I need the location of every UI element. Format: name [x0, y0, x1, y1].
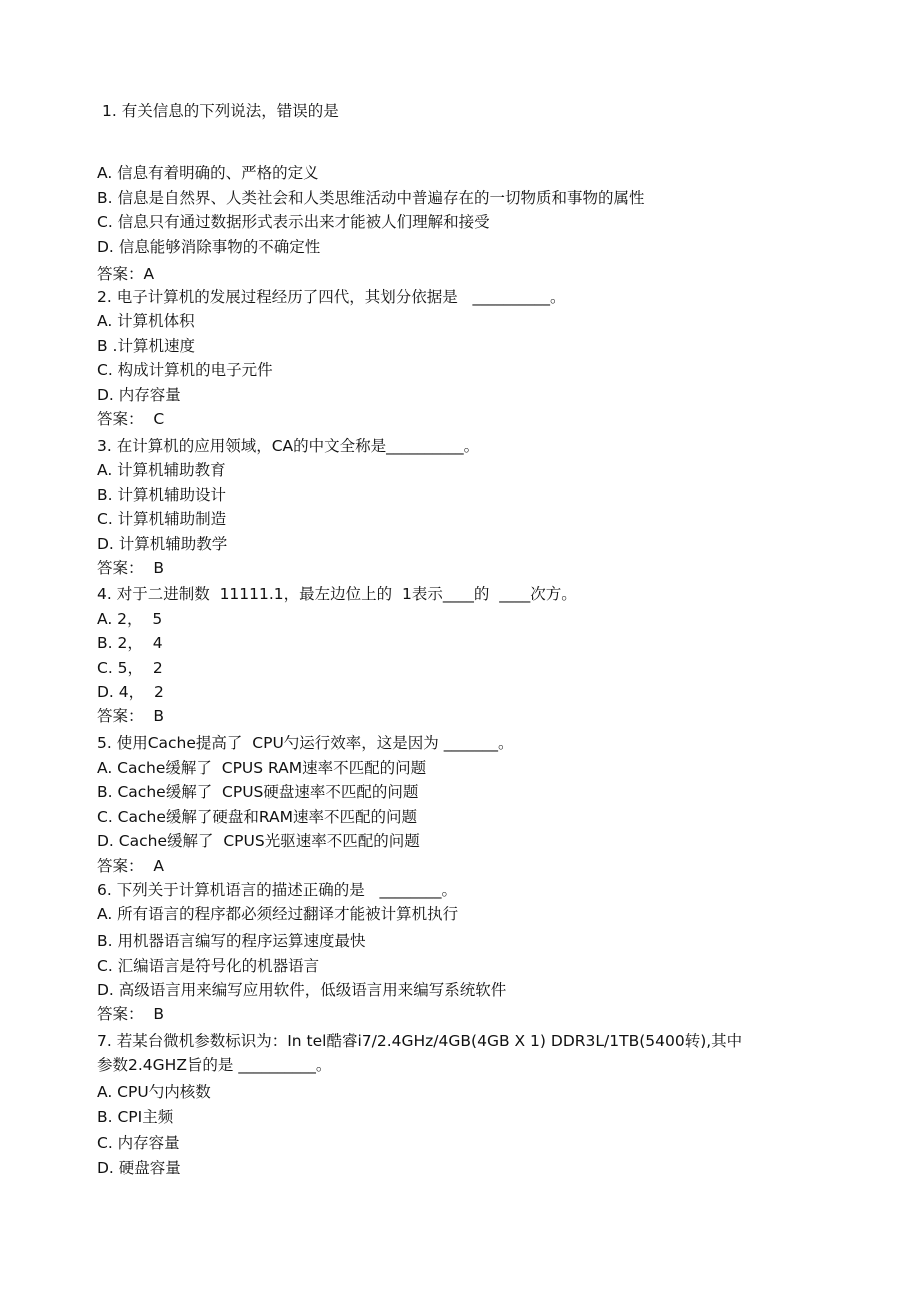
question-7-option-b: B. CPI主频	[97, 1108, 174, 1126]
question-7-option-a: A. CPU勺内核数	[97, 1083, 211, 1101]
question-4-option-a: A. 2， 5	[97, 610, 163, 628]
question-5-option-a: A. Cache缓解了 CPUS RAM速率不匹配的问题	[97, 759, 427, 777]
question-7-stem-line-2: 参数2.4GHZ旨的是 __________。	[97, 1056, 332, 1074]
question-4-option-b: B. 2， 4	[97, 634, 163, 652]
question-2-option-c: C. 构成计算机的电子元件	[97, 361, 273, 379]
question-4-option-c: C. 5， 2	[97, 659, 163, 677]
question-4-answer: 答案： B	[97, 707, 164, 725]
question-7-option-d: D. 硬盘容量	[97, 1159, 181, 1177]
question-3-option-c: C. 计算机辅助制造	[97, 510, 227, 528]
question-2-option-b: B .计算机速度	[97, 337, 195, 355]
question-4-option-d: D. 4， 2	[97, 683, 164, 701]
question-3-answer: 答案： B	[97, 559, 164, 577]
question-7-option-c: C. 内存容量	[97, 1134, 180, 1152]
question-6-option-c: C. 汇编语言是符号化的机器语言	[97, 957, 320, 975]
question-2-stem: 2. 电子计算机的发展过程经历了四代，其划分依据是 __________。	[97, 288, 566, 306]
question-1-stem: 1. 有关信息的下列说法，错误的是	[102, 102, 339, 120]
question-3-stem: 3. 在计算机的应用领域，CA的中文全称是__________。	[97, 437, 480, 455]
question-5-stem: 5. 使用Cache提高了 CPU勺运行效率，这是因为 _______。	[97, 734, 514, 752]
question-6-answer: 答案： B	[97, 1005, 164, 1023]
question-2-option-d: D. 内存容量	[97, 386, 181, 404]
question-7-stem-line-1: 7. 若某台微机参数标识为：In tel酷睿i7/2.4GHz/4GB(4GB X 1) DDR3L/1TB(5400转),其中	[97, 1032, 743, 1050]
question-2-option-a: A. 计算机体积	[97, 312, 195, 330]
question-1-option-c: C. 信息只有通过数据形式表示出来才能被人们理解和接受	[97, 213, 490, 231]
question-3-option-a: A. 计算机辅助教育	[97, 461, 226, 479]
question-3-option-d: D. 计算机辅助教学	[97, 535, 228, 553]
question-1-option-b: B. 信息是自然界、人类社会和人类思维活动中普遍存在的一切物质和事物的属性	[97, 189, 645, 207]
question-6-option-a: A. 所有语言的程序都必须经过翻译才能被计算机执行	[97, 905, 459, 923]
question-1-answer: 答案：A	[97, 265, 155, 283]
question-6-stem: 6. 下列关于计算机语言的描述正确的是 ________。	[97, 881, 457, 899]
question-5-option-d: D. Cache缓解了 CPUS光驱速率不匹配的问题	[97, 832, 420, 850]
question-1-option-d: D. 信息能够消除事物的不确定性	[97, 238, 321, 256]
question-6-option-d: D. 高级语言用来编写应用软件，低级语言用来编写系统软件	[97, 981, 507, 999]
question-5-answer: 答案： A	[97, 857, 164, 875]
question-5-option-b: B. Cache缓解了 CPUS硬盘速率不匹配的问题	[97, 783, 419, 801]
question-4-stem: 4. 对于二进制数 11111.1，最左边位上的 1表示____的 ____次方。	[97, 585, 577, 603]
question-3-option-b: B. 计算机辅助设计	[97, 486, 226, 504]
question-5-option-c: C. Cache缓解了硬盘和RAM速率不匹配的问题	[97, 808, 417, 826]
question-6-option-b: B. 用机器语言编写的程序运算速度最快	[97, 932, 366, 950]
question-2-answer: 答案： C	[97, 410, 165, 428]
question-1-option-a: A. 信息有着明确的、严格的定义	[97, 164, 319, 182]
